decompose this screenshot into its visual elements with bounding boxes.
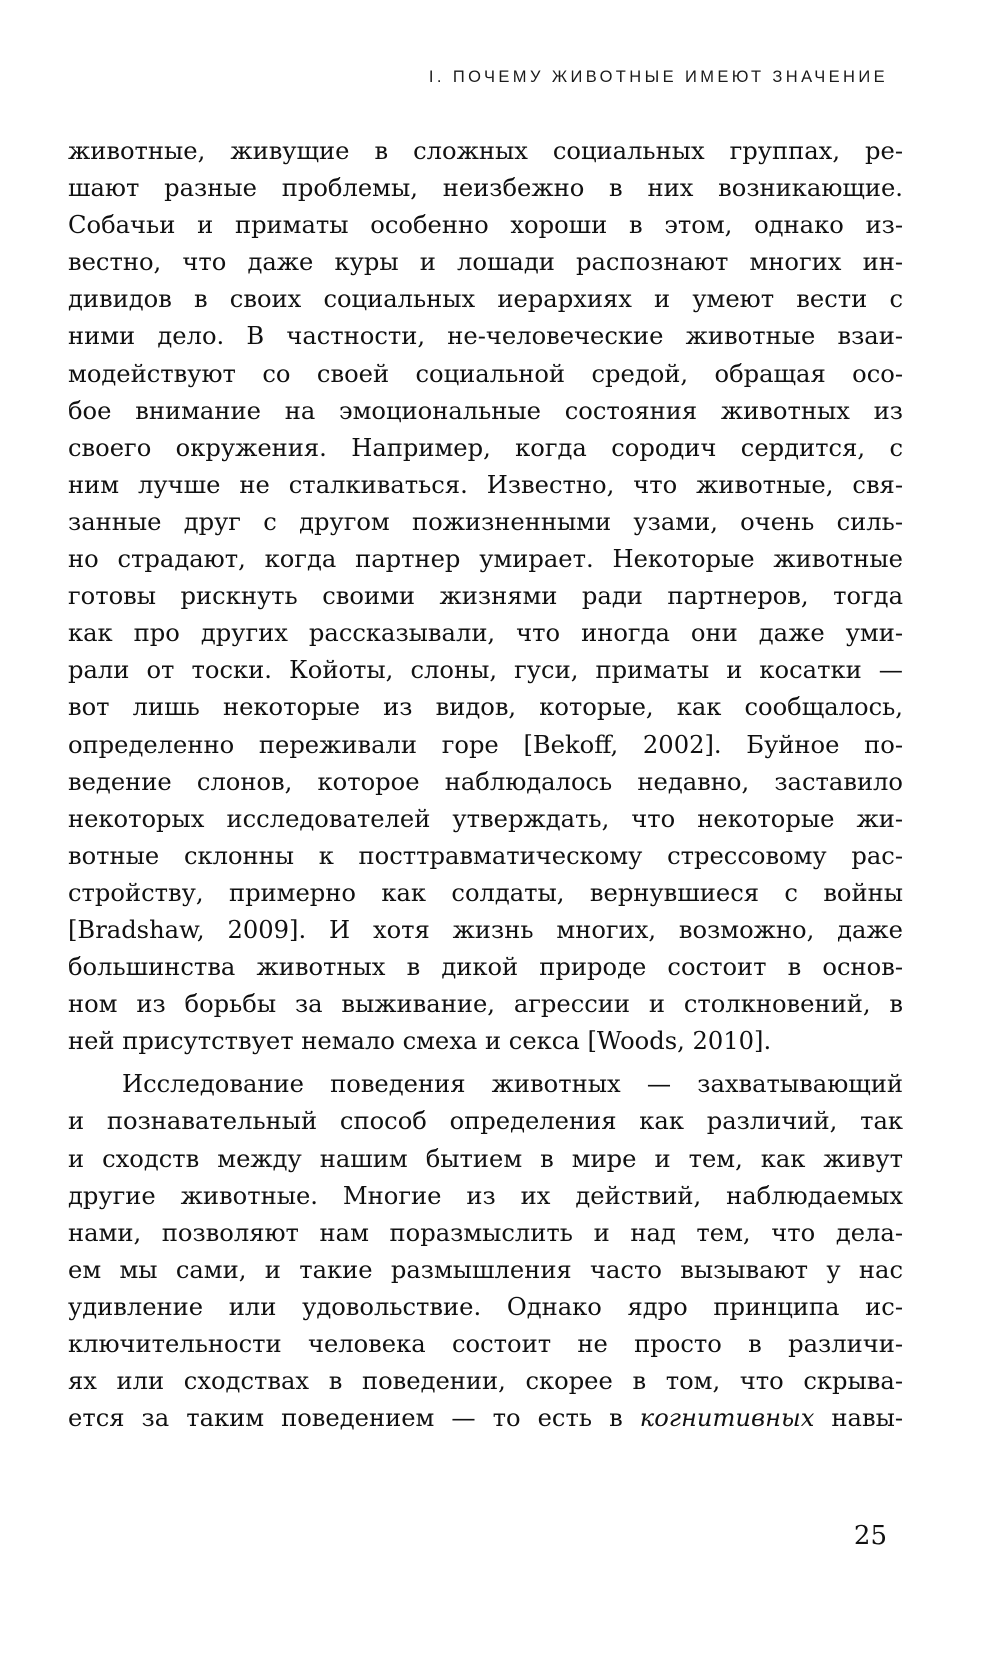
text-line: животные, живущие в сложных социальных группах, ре- [68,137,903,165]
text-line: вестно, что даже куры и лошади распознают многих ин- [68,248,903,277]
text-line: ем мы сами, и такие размышления часто вызывают у нас [68,1255,903,1284]
text-line-final [68,1400,903,1437]
page-number: 25 [853,1521,887,1551]
text-line: своего окружения. Например, когда сородич сердится, с [68,433,903,462]
text-line: Собачьи и приматы особенно хороши в этом, однако из- [68,211,903,240]
text-line: вотные склонны к посттравматическому стрессовому рас- [68,841,903,870]
text-line: и познавательный способ определения как различий, так [68,1107,903,1136]
text-segment: ется за таким поведением — то есть в [68,1404,640,1433]
text-segment: навы- [814,1404,903,1433]
text-line: ними дело. В частности, не-человеческие животные взаи- [68,322,903,351]
running-head: I. ПОЧЕМУ ЖИВОТНЫЕ ИМЕЮТ ЗНАЧЕНИЕ [428,68,888,86]
text-line: большинства животных в дикой природе состоит в основ- [68,953,903,982]
text-line: ном из борьбы за выживание, агрессии и столкновений, в [68,990,903,1019]
text-line: удивление или удовольствие. Однако ядро принципа ис- [68,1292,903,1321]
emphasis-text: когнитивных [639,1404,815,1433]
text-line: модействуют со своей социальной средой, обращая осо- [68,359,903,388]
text-line: ней присутствует немало смеха и секса [Woods, 2010]. [68,1027,772,1056]
text-line: ях или сходствах в поведении, скорее в том, что скрыва- [68,1367,903,1396]
text-line: рали от тоски. Койоты, слоны, гуси, приматы и косатки — [68,656,903,685]
text-line: но страдают, когда партнер умирает. Некоторые животные [68,545,903,574]
text-line: ним лучше не сталкиваться. Известно, что животные, свя- [68,470,903,499]
text-line: ведение слонов, которое наблюдалось недавно, заставило [68,767,903,796]
text-line: шают разные проблемы, неизбежно в них возникающие. [68,174,903,203]
text-line: вот лишь некоторые из видов, которые, как сообщалось, [68,693,903,722]
text-line: как про других рассказывали, что иногда они даже уми- [68,619,903,648]
text-line: ключительности человека состоит не просто в различи- [68,1330,903,1358]
text-line: готовы рискнуть своими жизнями ради партнеров, тогда [68,582,903,611]
text-line: Исследование поведения животных — захватывающий [122,1070,903,1099]
body-text [68,133,903,1437]
text-line: и сходств между нашим бытием в мире и тем, как живут [68,1144,903,1173]
text-line: определенно переживали горе [Bekoff, 2002]. Буйное по- [68,730,903,759]
text-line: стройству, примерно как солдаты, вернувшиеся с войны [68,878,903,907]
text-line: занные друг с другом пожизненными узами, очень силь- [68,507,903,536]
text-line: [Bradshaw, 2009]. И хотя жизнь многих, возможно, даже [68,915,903,944]
text-line: дивидов в своих социальных иерархиях и умеют вести с [68,285,903,314]
text-line: бое внимание на эмоциональные состояния животных из [68,396,903,425]
text-line: нами, позволяют нам поразмыслить и над тем, что дела- [68,1218,903,1247]
text-line: другие животные. Многие из их действий, наблюдаемых [68,1181,903,1210]
text-line: некоторых исследователей утверждать, что некоторые жи- [68,804,903,833]
